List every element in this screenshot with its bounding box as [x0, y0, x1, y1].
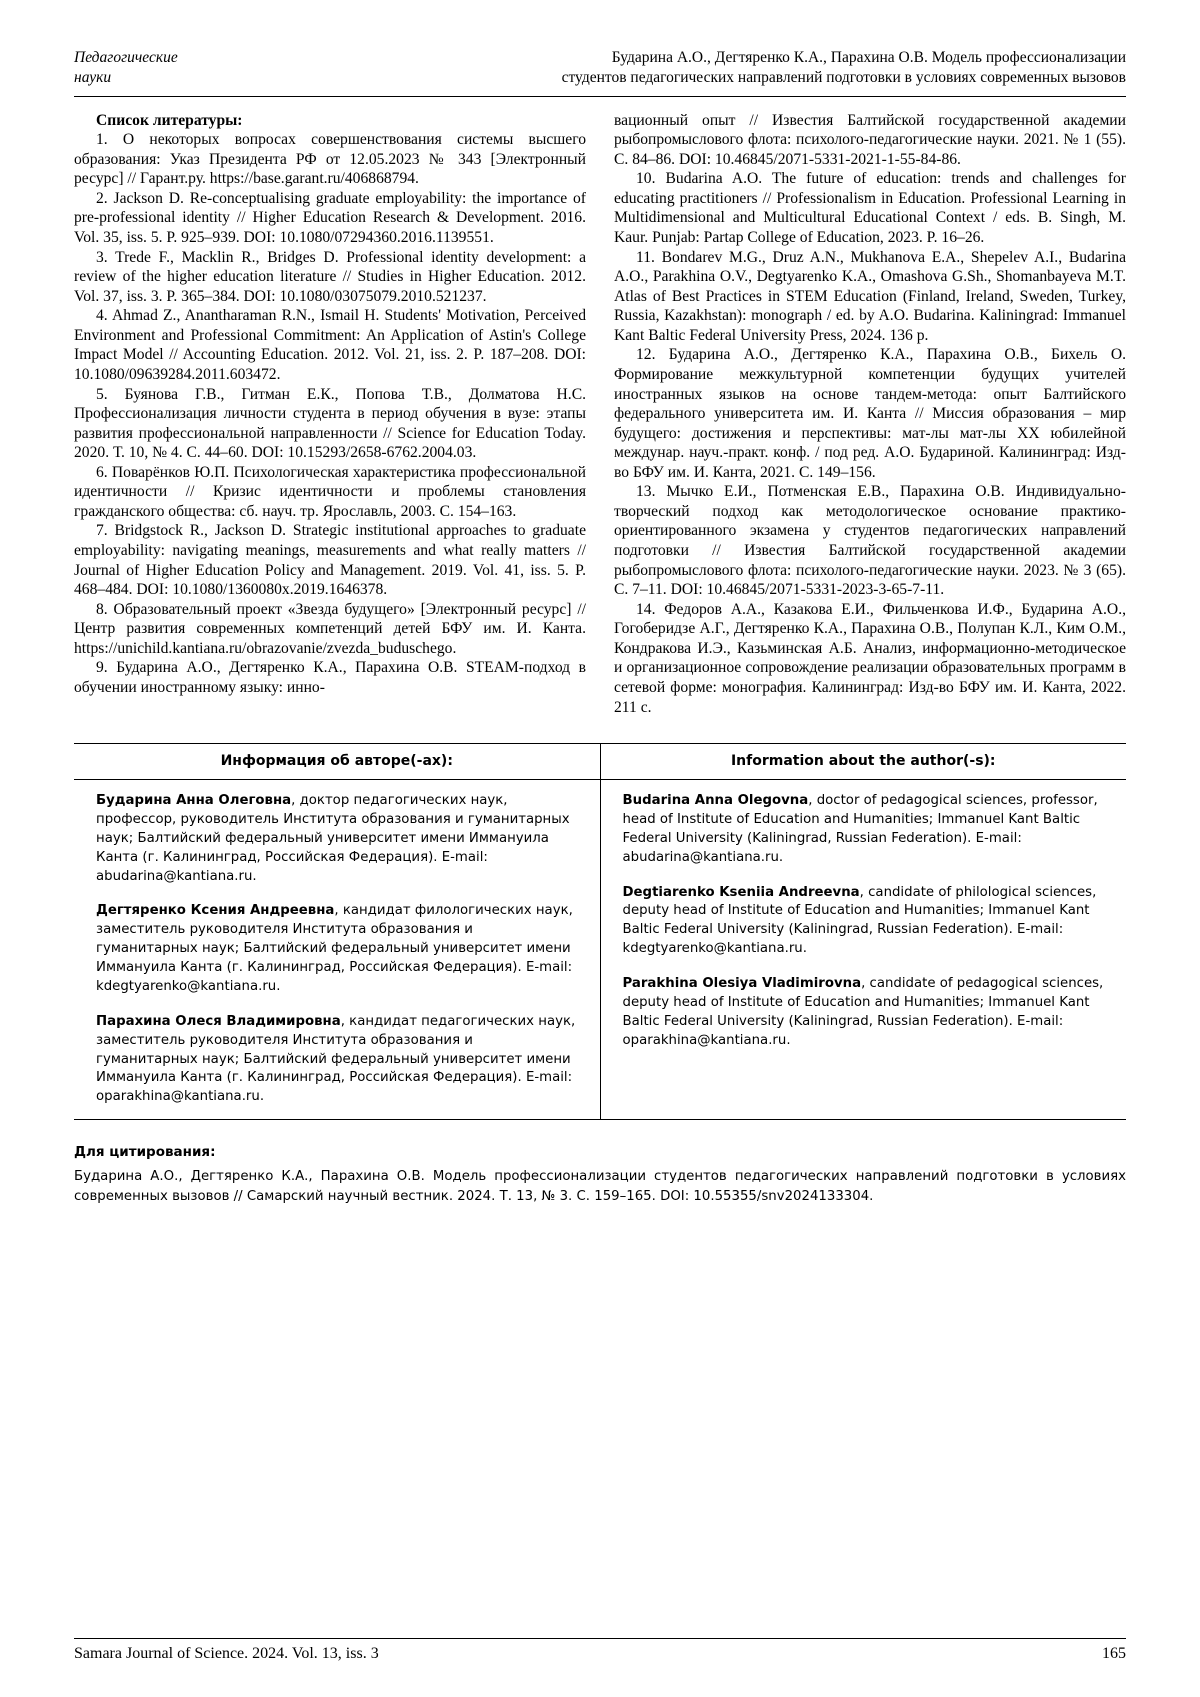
author-name: Budarina Anna Olegovna [622, 793, 809, 809]
reference-item: 8. Образовательный проект «Звезда будущего» [Электронный ресурс] // Центр развития современных компетенций детей БФУ им. И. Канта. https://unichild.kantiana.ru/obrazovanie/zvezda_buduschego. [74, 600, 586, 657]
reference-item: 7. Bridgstock R., Jackson D. Strategic institutional approaches to graduate employability: navigating meanings, measurements and what really matters // Journal of Higher Education Policy and Management. 2019. Vol. 41, iss. 5. P. 468–484. DOI: 10.1080/1360080x.2019.1646378. [74, 522, 586, 599]
reference-item: 5. Буянова Г.В., Гитман Е.К., Попова Т.В., Долматова Н.С. Профессионализация личности студента в период обучения в вузе: этапы развития профессиональной направленности // Science for Education Today. 2020. Т. 10, № 4. С. 44–60. DOI: 10.15293/2658-6762.2004.03. [74, 385, 586, 462]
reference-item: 4. Ahmad Z., Anantharaman R.N., Ismail H. Students' Motivation, Perceived Environment and Professional Commitment: An Application of Astin's College Impact Model // Accounting Education. 2012. Vol. 21, iss. 2. P. 187–208. DOI: 10.1080/09639284.2011.603472. [74, 307, 586, 383]
author-name: Парахина Олеся Владимировна [96, 1013, 341, 1029]
author-name: Parakhina Olesiya Vladimirovna [622, 976, 862, 992]
author-details: , кандидат филологических наук, заместитель руководителя Института образования и гуманитарных наук; Балтийский федеральный университет имени Иммануила Канта (г. Калининград, Российская Федерация). E-mail: kdegtyarenko@kantiana.ru. [96, 903, 573, 994]
footer-page-number: 165 [1102, 1645, 1126, 1662]
reference-item: 1. О некоторых вопросах совершенствования системы высшего образования: Указ Президента РФ от 12.05.2023 № 343 [Электронный ресурс] // Гарант.ру. https://base.garant.ru/406868794. [74, 131, 586, 188]
authors-header-en: Information about the author(-s): [730, 753, 996, 770]
reference-item: 6. Поварёнков Ю.П. Психологическая характеристика профессиональной идентичности // Кризис идентичности и проблемы становления гражданского общества: сб. науч. тр. Ярославль, 2003. С. 154–163. [74, 463, 586, 520]
reference-item: 13. Мычко Е.И., Потменская Е.В., Парахина О.В. Индивидуально-творческий подход как методологическое основание практико-ориентированного экзамена у студентов педагогических направлений подготовки // Известия Балтийской государственной академии рыбопромыслового флота: психолого-педагогические науки. 2023. № 3 (65). С. 7–11. DOI: 10.46845/2071-5331-2023-3-65-7-11. [614, 483, 1126, 599]
author-entry [623, 792, 1105, 868]
authors-bottom-rule [74, 1119, 1126, 1120]
reference-column-right [614, 111, 1126, 717]
citation-block [74, 1144, 1126, 1206]
running-head [74, 48, 1126, 88]
author-details: , доктор педагогических наук, профессор, руководитель Института образования и гуманитарных наук; Балтийский федеральный университет имени Иммануила Канта (г. Калининград, Российская Федерация). E-mail: abudarina@kantiana.ru. [96, 793, 570, 884]
running-head-right [284, 48, 1126, 88]
reference-item: 10. Budarina A.O. The future of education: trends and challenges for educating practitioners // Professionalism in Education. Professional Learning in Multidimensional and Multicultural Educational Context / eds. B. Singh, M. Kaur. Punjab: Partap College of Education, 2023. P. 16–26. [614, 170, 1126, 247]
reference-columns [74, 111, 1126, 717]
authors-cell-ru [74, 780, 600, 1119]
author-information-section [74, 743, 1126, 1120]
author-details: , кандидат педагогических наук, заместитель руководителя Института образования и гуманитарных наук; Балтийский федеральный университет имени Иммануила Канта (г. Калининград, Российская Федерация). E-mail: oparakhina@kantiana.ru. [96, 1013, 576, 1105]
running-head-right-line1: Бударина А.О., Дегтяренко К.А., Парахина О.В. Модель профессионализации [611, 49, 1126, 66]
reference-column-left [74, 111, 586, 717]
reference-item: 11. Bondarev M.G., Druz A.N., Mukhanova E.A., Shepelev A.I., Budarina A.O., Parakhina O.V., Degtyarenko K.A., Omashova G.Sh., Shomanbayeva M.T. Atlas of Best Practices in STEM Education (Finland, Ireland, Sweden, Turkey, Russia, Kazakhstan): monograph / ed. by A.O. Budarina. Kaliningrad: Immanuel Kant Baltic Federal University Press, 2024. 136 p. [614, 248, 1126, 344]
author-entry [623, 975, 1105, 1051]
author-details: , doctor of pedagogical sciences, professor, head of Institute of Education and Humanities; Immanuel Kant Baltic Federal University (Kaliningrad, Russian Federation). E-mail: abudarina@kantiana.ru. [622, 793, 1098, 865]
footer-journal-title: Samara Journal of Science. 2024. Vol. 13, iss. 3 [74, 1645, 379, 1662]
author-details: , candidate of pedagogical sciences, deputy head of Institute of Education and Humanities; Immanuel Kant Baltic Federal University (Kaliningrad, Russian Federation). E-mail: oparakhina@kantiana.ru. [622, 976, 1104, 1048]
author-name: Degtiarenko Kseniia Andreevna [622, 884, 860, 900]
footer-row [74, 1645, 1126, 1663]
running-head-right-line2: студентов педагогических направлений подготовки в условиях современных вызовов [561, 68, 1126, 86]
citation-text: Бударина А.О., Дегтяренко К.А., Парахина О.В. Модель профессионализации студентов педагогических направлений подготовки в условиях современных вызовов // Самарский научный вестник. 2024. Т. 13, № 3. С. 159–165. DOI: 10.55355/snv2024133304. [74, 1169, 1126, 1204]
author-entry [96, 792, 578, 886]
page-footer [74, 1638, 1126, 1663]
running-head-left [74, 48, 284, 88]
reference-list-title: Список литературы: [96, 111, 243, 129]
authors-header-ru: Информация об авторе(-ах): [74, 744, 600, 780]
author-name: Дегтяренко Ксения Андреевна [96, 903, 335, 919]
authors-table-header-row [74, 744, 1126, 780]
running-head-left-line2: науки [74, 68, 112, 86]
author-entry [623, 884, 1105, 960]
author-entry [96, 1013, 578, 1107]
authors-table [74, 744, 1126, 1119]
author-details: , candidate of philological sciences, deputy head of Institute of Education and Humanities; Immanuel Kant Baltic Federal University (Kaliningrad, Russian Federation). E-mail: kdegtyarenko@kantiana.ru. [622, 884, 1097, 957]
reference-item-continuation: вационный опыт // Известия Балтийской государственной академии рыбопромыслового флота: психолого-педагогические науки. 2021. № 1 (55). С. 84–86. DOI: 10.46845/2071-5331-2021-1-55-84-86. [614, 111, 1126, 168]
reference-item: 14. Федоров А.А., Казакова Е.И., Фильченкова И.Ф., Бударина А.О., Гогоберидзе А.Г., Дегтяренко К.А., Парахина О.В., Полупан К.Л., Ким О.М., Кондракова И.Э., Казьминская А.Б. Анализ, информационно-методическое и организационное сопровождение реализации образовательных программ в сетевой форме: монография. Калининград: Изд-во БФУ им. И. Канта, 2022. 211 с. [614, 600, 1126, 716]
footer-divider [74, 1638, 1126, 1639]
authors-table-body-row [74, 780, 1126, 1119]
running-head-divider [74, 96, 1126, 97]
authors-cell-en [600, 780, 1126, 1119]
reference-item: 3. Trede F., Macklin R., Bridges D. Professional identity development: a review of the higher education literature // Studies in Higher Education. 2012. Vol. 37, iss. 3. P. 365–384. DOI: 10.1080/03075079.2010.521237. [74, 248, 586, 305]
running-head-left-line1: Педагогические [74, 49, 178, 66]
reference-item: 2. Jackson D. Re-conceptualising graduate employability: the importance of pre-professional identity // Higher Education Research & Development. 2016. Vol. 35, iss. 5. P. 925–939. DOI: 10.1080/07294360.2016.1139551. [74, 189, 586, 247]
reference-item: 9. Бударина А.О., Дегтяренко К.А., Парахина О.В. STEAM-подход в обучении иностранному языку: инно- [74, 659, 586, 696]
author-entry [96, 902, 578, 996]
author-name: Бударина Анна Олеговна [96, 793, 292, 809]
citation-title: Для цитирования: [74, 1144, 216, 1161]
reference-item: 12. Бударина А.О., Дегтяренко К.А., Парахина О.В., Бихель О. Формирование межкультурной компетенции будущих учителей иностранных языков на основе тандем-метода: опыт Балтийского федерального университета им. И. Канта // Миссия образования – мир будущего: достижения и перспективы: мат-лы мат-лы XX юбилейной междунар. науч.-практ. конф. / под ред. А.О. Будариной. Калининград: Изд-во БФУ им. И. Канта, 2021. С. 149–156. [614, 346, 1126, 481]
